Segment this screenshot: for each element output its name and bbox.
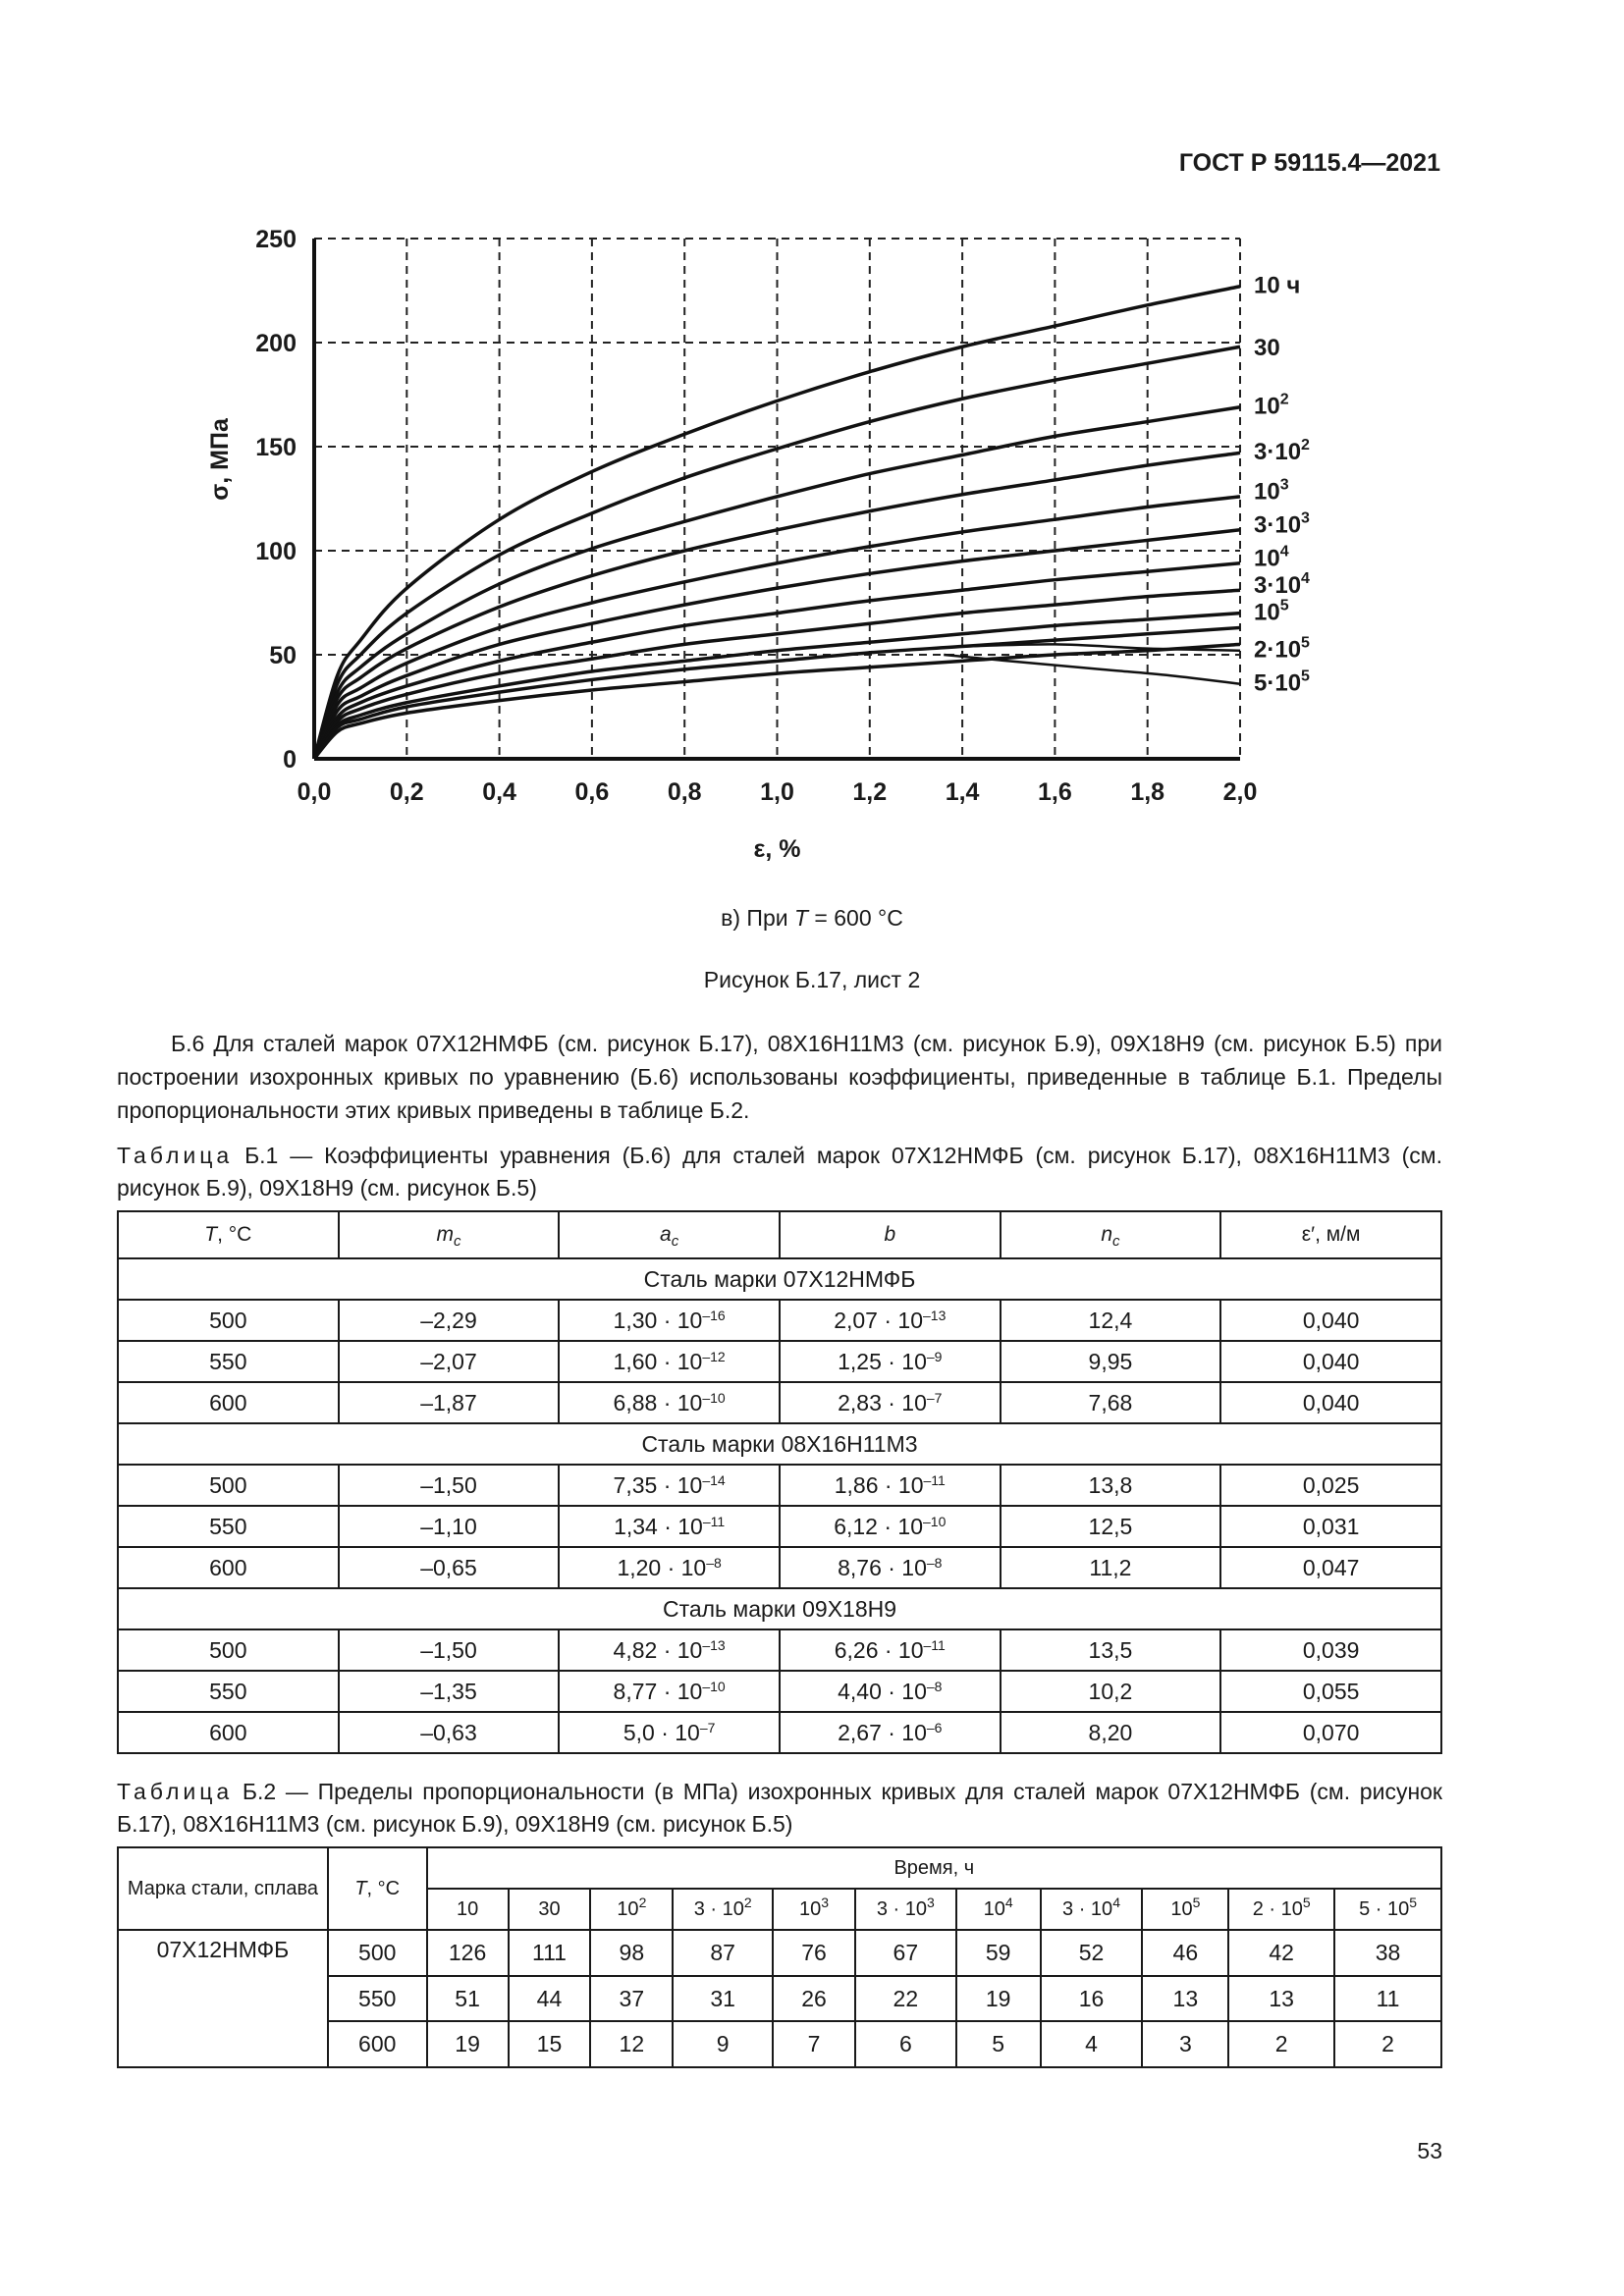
time-header: $3 \cdot 10^2$ <box>673 1889 773 1930</box>
cell-value: 12 <box>590 2021 673 2067</box>
series-label: $10^2$ <box>1254 391 1289 420</box>
cell-b: $4,40 \cdot 10^{-8}$ <box>780 1671 1001 1712</box>
cell-value: 126 <box>427 1930 509 1976</box>
cell-value: 111 <box>509 1930 591 1976</box>
header-t: T, °C <box>118 1211 339 1258</box>
x-tick-label: 0,0 <box>297 778 332 806</box>
time-header: $10^2$ <box>590 1889 673 1930</box>
cell-b: $6,12 \cdot 10^{-10}$ <box>780 1506 1001 1547</box>
table-row <box>118 1506 1441 1547</box>
cell-ac: $1,30 \cdot 10^{-16}$ <box>559 1300 780 1341</box>
series-label: $2\cdot 10^5$ <box>1254 634 1310 664</box>
cell-b: $2,67 \cdot 10^{-6}$ <box>780 1712 1001 1753</box>
cell-value: 5 <box>956 2021 1041 2067</box>
page-number: 53 <box>1417 2138 1442 2163</box>
cell-value: 52 <box>1041 1930 1143 1976</box>
cell-ac: $1,34 \cdot 10^{-11}$ <box>559 1506 780 1547</box>
cell-t: 600 <box>118 1547 339 1588</box>
cell-value: 16 <box>1041 1976 1143 2021</box>
table-row <box>118 1382 1441 1423</box>
proportionality-limits-table <box>117 1846 1442 2068</box>
x-tick-label: 1,0 <box>760 778 794 806</box>
cell-eps: 0,040 <box>1220 1382 1441 1423</box>
cell-t: 600 <box>118 1712 339 1753</box>
x-tick-label: 1,8 <box>1130 778 1165 806</box>
table2-caption <box>117 1776 1442 1841</box>
table-row <box>118 1341 1441 1382</box>
cell-eps: 0,025 <box>1220 1465 1441 1506</box>
x-axis-label: ε, % <box>753 835 801 863</box>
table-row <box>118 1976 1441 2021</box>
header-time: Время, ч <box>427 1847 1441 1889</box>
cell-ac: $5,0 \cdot 10^{-7}$ <box>559 1712 780 1753</box>
cell-mc: –1,50 <box>339 1629 560 1671</box>
cell-b: $8,76 \cdot 10^{-8}$ <box>780 1547 1001 1588</box>
y-tick-label: 200 <box>255 330 297 357</box>
x-tick-label: 1,4 <box>945 778 980 806</box>
series-label: $3\cdot 10^3$ <box>1254 509 1310 539</box>
cell-t: 550 <box>118 1671 339 1712</box>
header-eps: ε′, м/м <box>1220 1211 1441 1258</box>
cell-value: 51 <box>427 1976 509 2021</box>
x-tick-label: 1,2 <box>852 778 888 806</box>
branch-line <box>944 655 1240 684</box>
group-title: Сталь марки 07Х12НМФБ <box>118 1258 1441 1300</box>
cell-mc: –1,10 <box>339 1506 560 1547</box>
cell-eps: 0,055 <box>1220 1671 1441 1712</box>
paragraph-text: Б.6 Для сталей марок 07Х12НМФБ (см. рисунок Б.17), 08Х16Н11М3 (см. рисунок Б.9), 09Х18Н9 (см. рисунок Б.5) при построении изохронных кривых по уравнению (Б.6) использованы коэффициенты, приведенные в таблице Б.1. Пределы пропорциональности этих кривых приведены в таблице Б.2. <box>117 1031 1442 1123</box>
x-tick-label: 0,4 <box>482 778 516 806</box>
group-title: Сталь марки 08Х16Н11М3 <box>118 1423 1441 1465</box>
cell-value: 13 <box>1142 1976 1228 2021</box>
cell-b: $2,07 \cdot 10^{-13}$ <box>780 1300 1001 1341</box>
y-tick-label: 50 <box>269 642 297 669</box>
cell-value: 38 <box>1334 1930 1441 1976</box>
cell-value: 19 <box>427 2021 509 2067</box>
table1-label: Таблица <box>117 1143 234 1168</box>
cell-value: 59 <box>956 1930 1041 1976</box>
cell-value: 11 <box>1334 1976 1441 2021</box>
header-t: T, °C <box>328 1847 427 1930</box>
cell-eps: 0,039 <box>1220 1629 1441 1671</box>
header-nc: $n_c$ <box>1001 1211 1221 1258</box>
subcaption-var: T <box>793 905 809 931</box>
cell-grade <box>118 1976 328 2021</box>
table2-caption-text: Б.2 — Пределы пропорциональности (в МПа) изохронных кривых для сталей марок 07Х12НМФБ (см. рисунок Б.17), 08Х16Н11М3 (см. рисунок Б.9), 09Х18Н9 (см. рисунок Б.5) <box>117 1779 1442 1837</box>
cell-value: 2 <box>1228 2021 1334 2067</box>
cell-value: 22 <box>855 1976 956 2021</box>
table-row <box>118 1712 1441 1753</box>
table-row <box>118 1300 1441 1341</box>
x-tick-label: 0,8 <box>667 778 702 806</box>
isochronous-curves-chart <box>196 221 1375 908</box>
series-label: $10^5$ <box>1254 597 1289 626</box>
cell-mc: –1,50 <box>339 1465 560 1506</box>
table-row <box>118 1629 1441 1671</box>
cell-ac: $6,88 \cdot 10^{-10}$ <box>559 1382 780 1423</box>
cell-nc: 10,2 <box>1001 1671 1221 1712</box>
y-tick-label: 0 <box>283 746 297 774</box>
series-label: $3\cdot 10^2$ <box>1254 437 1310 466</box>
cell-b: $6,26 \cdot 10^{-11}$ <box>780 1629 1001 1671</box>
series-line <box>314 287 1240 759</box>
cell-nc: 9,95 <box>1001 1341 1221 1382</box>
cell-ac: $4,82 \cdot 10^{-13}$ <box>559 1629 780 1671</box>
header-grade: Марка стали, сплава <box>118 1847 328 1930</box>
series-label: $10^3$ <box>1254 476 1289 506</box>
cell-eps: 0,040 <box>1220 1300 1441 1341</box>
cell-t: 550 <box>118 1506 339 1547</box>
cell-nc: 13,5 <box>1001 1629 1221 1671</box>
cell-nc: 12,4 <box>1001 1300 1221 1341</box>
cell-value: 87 <box>673 1930 773 1976</box>
cell-value: 67 <box>855 1930 956 1976</box>
table-row <box>118 1547 1441 1588</box>
cell-nc: 13,8 <box>1001 1465 1221 1506</box>
table-row <box>118 1671 1441 1712</box>
time-header: $3 \cdot 10^3$ <box>855 1889 956 1930</box>
time-header: $2 \cdot 10^5$ <box>1228 1889 1334 1930</box>
cell-ac: $1,60 \cdot 10^{-12}$ <box>559 1341 780 1382</box>
group-row <box>118 1423 1441 1465</box>
cell-mc: –0,65 <box>339 1547 560 1588</box>
cell-t: 500 <box>118 1629 339 1671</box>
group-row <box>118 1588 1441 1629</box>
cell-value: 9 <box>673 2021 773 2067</box>
cell-value: 19 <box>956 1976 1041 2021</box>
coefficients-table <box>117 1210 1442 1754</box>
cell-t: 550 <box>118 1341 339 1382</box>
time-header: 30 <box>509 1889 591 1930</box>
cell-value: 98 <box>590 1930 673 1976</box>
y-axis-label: σ, МПа <box>206 418 234 501</box>
table2-header-row-1 <box>118 1847 1441 1889</box>
cell-value: 46 <box>1142 1930 1228 1976</box>
x-tick-label: 0,6 <box>574 778 610 806</box>
cell-eps: 0,040 <box>1220 1341 1441 1382</box>
cell-value: 2 <box>1334 2021 1441 2067</box>
time-header: $3 \cdot 10^4$ <box>1041 1889 1143 1930</box>
cell-mc: –2,29 <box>339 1300 560 1341</box>
cell-grade: 07Х12НМФБ <box>118 1930 328 1976</box>
table2-label: Таблица <box>117 1779 234 1804</box>
time-header: $10^4$ <box>956 1889 1041 1930</box>
cell-mc: –2,07 <box>339 1341 560 1382</box>
header-b: b <box>780 1211 1001 1258</box>
cell-b: $2,83 \cdot 10^{-7}$ <box>780 1382 1001 1423</box>
x-tick-label: 1,6 <box>1038 778 1072 806</box>
cell-value: 44 <box>509 1976 591 2021</box>
cell-eps: 0,047 <box>1220 1547 1441 1588</box>
table1-header-row <box>118 1211 1441 1258</box>
y-tick-label: 100 <box>255 538 297 565</box>
cell-value: 42 <box>1228 1930 1334 1976</box>
cell-ac: $7,35 \cdot 10^{-14}$ <box>559 1465 780 1506</box>
table1-caption <box>117 1140 1442 1204</box>
cell-mc: –1,35 <box>339 1671 560 1712</box>
cell-value: 31 <box>673 1976 773 2021</box>
cell-mc: –0,63 <box>339 1712 560 1753</box>
document-header: ГОСТ Р 59115.4—2021 <box>1178 149 1440 177</box>
subcaption-suffix: = 600 °C <box>808 905 903 931</box>
cell-nc: 11,2 <box>1001 1547 1221 1588</box>
cell-value: 3 <box>1142 2021 1228 2067</box>
cell-b: $1,86 \cdot 10^{-11}$ <box>780 1465 1001 1506</box>
cell-nc: 8,20 <box>1001 1712 1221 1753</box>
group-title: Сталь марки 09Х18Н9 <box>118 1588 1441 1629</box>
cell-ac: $8,77 \cdot 10^{-10}$ <box>559 1671 780 1712</box>
time-header: 10 <box>427 1889 509 1930</box>
subcaption-prefix: в) При <box>721 905 794 931</box>
figure-caption: Рисунок Б.17, лист 2 <box>703 967 921 992</box>
table-row <box>118 1930 1441 1976</box>
cell-t: 600 <box>328 2021 427 2067</box>
time-header: $10^5$ <box>1142 1889 1228 1930</box>
y-tick-label: 250 <box>255 226 297 253</box>
table-row <box>118 2021 1441 2067</box>
cell-value: 4 <box>1041 2021 1143 2067</box>
x-tick-label: 2,0 <box>1222 778 1258 806</box>
cell-nc: 7,68 <box>1001 1382 1221 1423</box>
cell-grade <box>118 2021 328 2067</box>
y-tick-label: 150 <box>255 434 297 461</box>
cell-mc: –1,87 <box>339 1382 560 1423</box>
cell-eps: 0,070 <box>1220 1712 1441 1753</box>
cell-value: 37 <box>590 1976 673 2021</box>
cell-eps: 0,031 <box>1220 1506 1441 1547</box>
cell-ac: $1,20 \cdot 10^{-8}$ <box>559 1547 780 1588</box>
series-label: 10 ч <box>1254 272 1301 299</box>
table-row <box>118 1465 1441 1506</box>
header-mc: $m_c$ <box>339 1211 560 1258</box>
cell-t: 500 <box>328 1930 427 1976</box>
figure-subcaption <box>0 905 1624 932</box>
cell-t: 550 <box>328 1976 427 2021</box>
cell-value: 76 <box>773 1930 855 1976</box>
cell-value: 15 <box>509 2021 591 2067</box>
body-paragraph <box>117 1027 1442 1127</box>
series-label: $10^4$ <box>1254 543 1289 572</box>
cell-value: 26 <box>773 1976 855 2021</box>
cell-t: 600 <box>118 1382 339 1423</box>
cell-value: 6 <box>855 2021 956 2067</box>
cell-t: 500 <box>118 1465 339 1506</box>
group-row <box>118 1258 1441 1300</box>
table1-caption-text: Б.1 — Коэффициенты уравнения (Б.6) для сталей марок 07Х12НМФБ (см. рисунок Б.17), 08Х16Н11М3 (см. рисунок Б.9), 09Х18Н9 (см. рисунок Б.5) <box>117 1143 1442 1201</box>
time-header: $10^3$ <box>773 1889 855 1930</box>
header-ac: $a_c$ <box>559 1211 780 1258</box>
cell-b: $1,25 \cdot 10^{-9}$ <box>780 1341 1001 1382</box>
time-header: $5 \cdot 10^5$ <box>1334 1889 1441 1930</box>
series-label: 30 <box>1254 335 1280 362</box>
cell-value: 13 <box>1228 1976 1334 2021</box>
cell-value: 7 <box>773 2021 855 2067</box>
cell-nc: 12,5 <box>1001 1506 1221 1547</box>
series-label: $5\cdot 10^5$ <box>1254 667 1310 697</box>
series-label: $3\cdot 10^4$ <box>1254 569 1310 599</box>
x-tick-label: 0,2 <box>389 778 424 806</box>
cell-t: 500 <box>118 1300 339 1341</box>
